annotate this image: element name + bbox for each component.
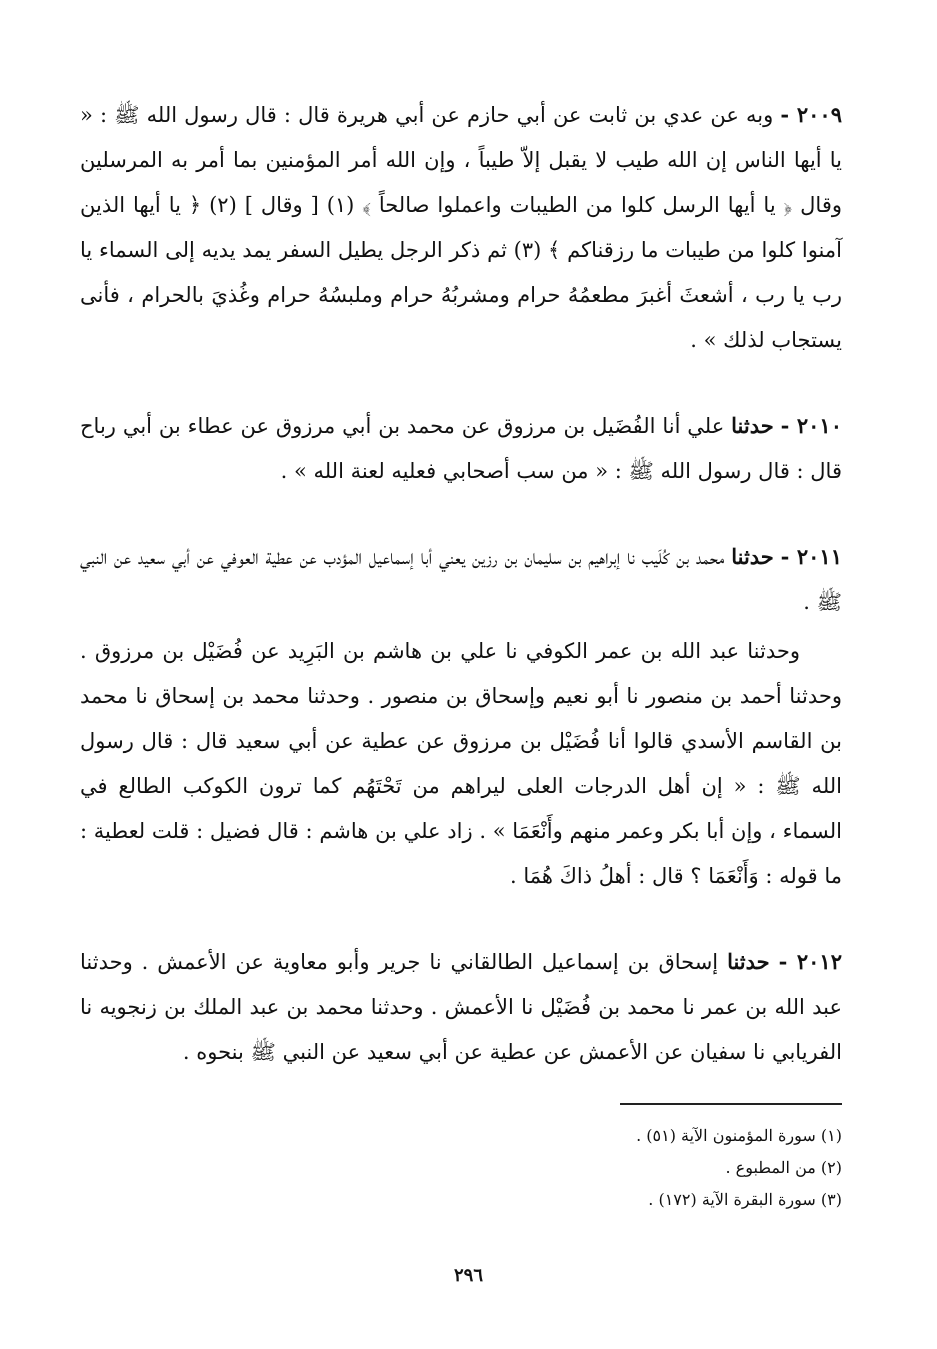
hadith-number: ٢٠١٠ -: [780, 413, 842, 438]
footnote-separator: [620, 1103, 842, 1105]
footnote-item: (٣) سورة البقرة الآية (١٧٢) .: [648, 1190, 842, 1209]
hadith-2010: [80, 403, 842, 494]
hadith-text: إسحاق بن إسماعيل الطالقاني نا جرير وأبو معاوية عن الأعمش . وحدثنا عبد الله بن عمر نا محمد بن فُضَيْل نا الأعمش . وحدثنا محمد بن عبد الملك بن زنجويه نا الفريابي نا سفيان عن الأعمش عن عطية عن أبي سعيد عن النبي ﷺ بنحوه .: [80, 950, 842, 1064]
hadith-2011-continuation: [80, 629, 842, 899]
footnotes: [460, 1120, 842, 1216]
hadith-2011: [80, 534, 842, 625]
hadith-number: ٢٠٠٩ -: [780, 102, 842, 127]
hadith-number: ٢٠١١ -: [780, 544, 842, 569]
hadith-text: وبه عن عدي بن ثابت عن أبي حازم عن أبي هريرة قال : قال رسول الله ﷺ : « يا أيها الناس إن الله طيب لا يقبل إلاّ طيباً ، وإن الله أمر المؤمنين بما أمر به المرسلين وقال ﴿ يا أيها الرسل كلوا من الطيبات واعملوا صالحاً ﴾ (١) [ وقال ] (٢) ﴿ يا أيها الذين آمنوا كلوا من طيبات ما رزقناكم ﴾ (٣) ثم ذكر الرجل يطيل السفر يمد يديه إلى السماء يا رب يا رب ، أشعثَ أغبرَ مطعمُهُ حرام ومشربُهُ حرام وملبسُهُ حرام وغُذيَ بالحرام ، فأنى يستجاب لذلك » .: [80, 103, 842, 352]
hadith-lead-word: حدثنا: [727, 949, 770, 974]
hadith-lead-word: حدثنا: [731, 413, 774, 438]
footnote-item: (٢) من المطبوع .: [725, 1158, 842, 1177]
hadith-number: ٢٠١٢ -: [778, 949, 842, 974]
hadith-text: محمد بن كُلَيب نا إبراهيم بن سليمان بن رزين يعني أبا إسماعيل المؤدب عن عطية العوفي عن أبي سعيد عن النبي ﷺ .: [80, 545, 842, 614]
hadith-text: علي أنا الفُضَيل بن مرزوق عن محمد بن أبي مرزوق عن عطاء بن أبي رباح قال : قال رسول الله ﷺ : « من سب أصحابي فعليه لعنة الله » .: [80, 414, 842, 483]
hadith-lead-word: حدثنا: [731, 544, 774, 569]
page-body: [80, 92, 842, 1075]
footnote-item: (١) سورة المؤمنون الآية (٥١) .: [636, 1126, 842, 1145]
page-number: ٢٩٦: [453, 1265, 483, 1286]
hadith-text: وحدثنا عبد الله بن عمر الكوفي نا علي بن هاشم بن البَرِيد عن فُضَيْل بن مرزوق . وحدثنا أحمد بن منصور نا أبو نعيم وإسحاق بن منصور . وحدثنا محمد بن إسحاق نا محمد بن القاسم الأسدي قالوا أنا فُضَيْل بن مرزوق عن عطية عن أبي سعيد قال : قال رسول الله ﷺ : « إن أهل الدرجات العلى ليراهم من تَحْتَهُم كما ترون الكوكب الطالع في السماء ، وإن أبا بكر وعمر منهم وأَنْعَمَا » . زاد علي بن هاشم : قال فضيل : قلت لعطية : ما قوله : وَأَنْعَمَا ؟ قال : أهلُ ذاكَ هُمَا .: [80, 639, 842, 888]
hadith-2009: [80, 92, 842, 363]
hadith-2012: [80, 939, 842, 1075]
